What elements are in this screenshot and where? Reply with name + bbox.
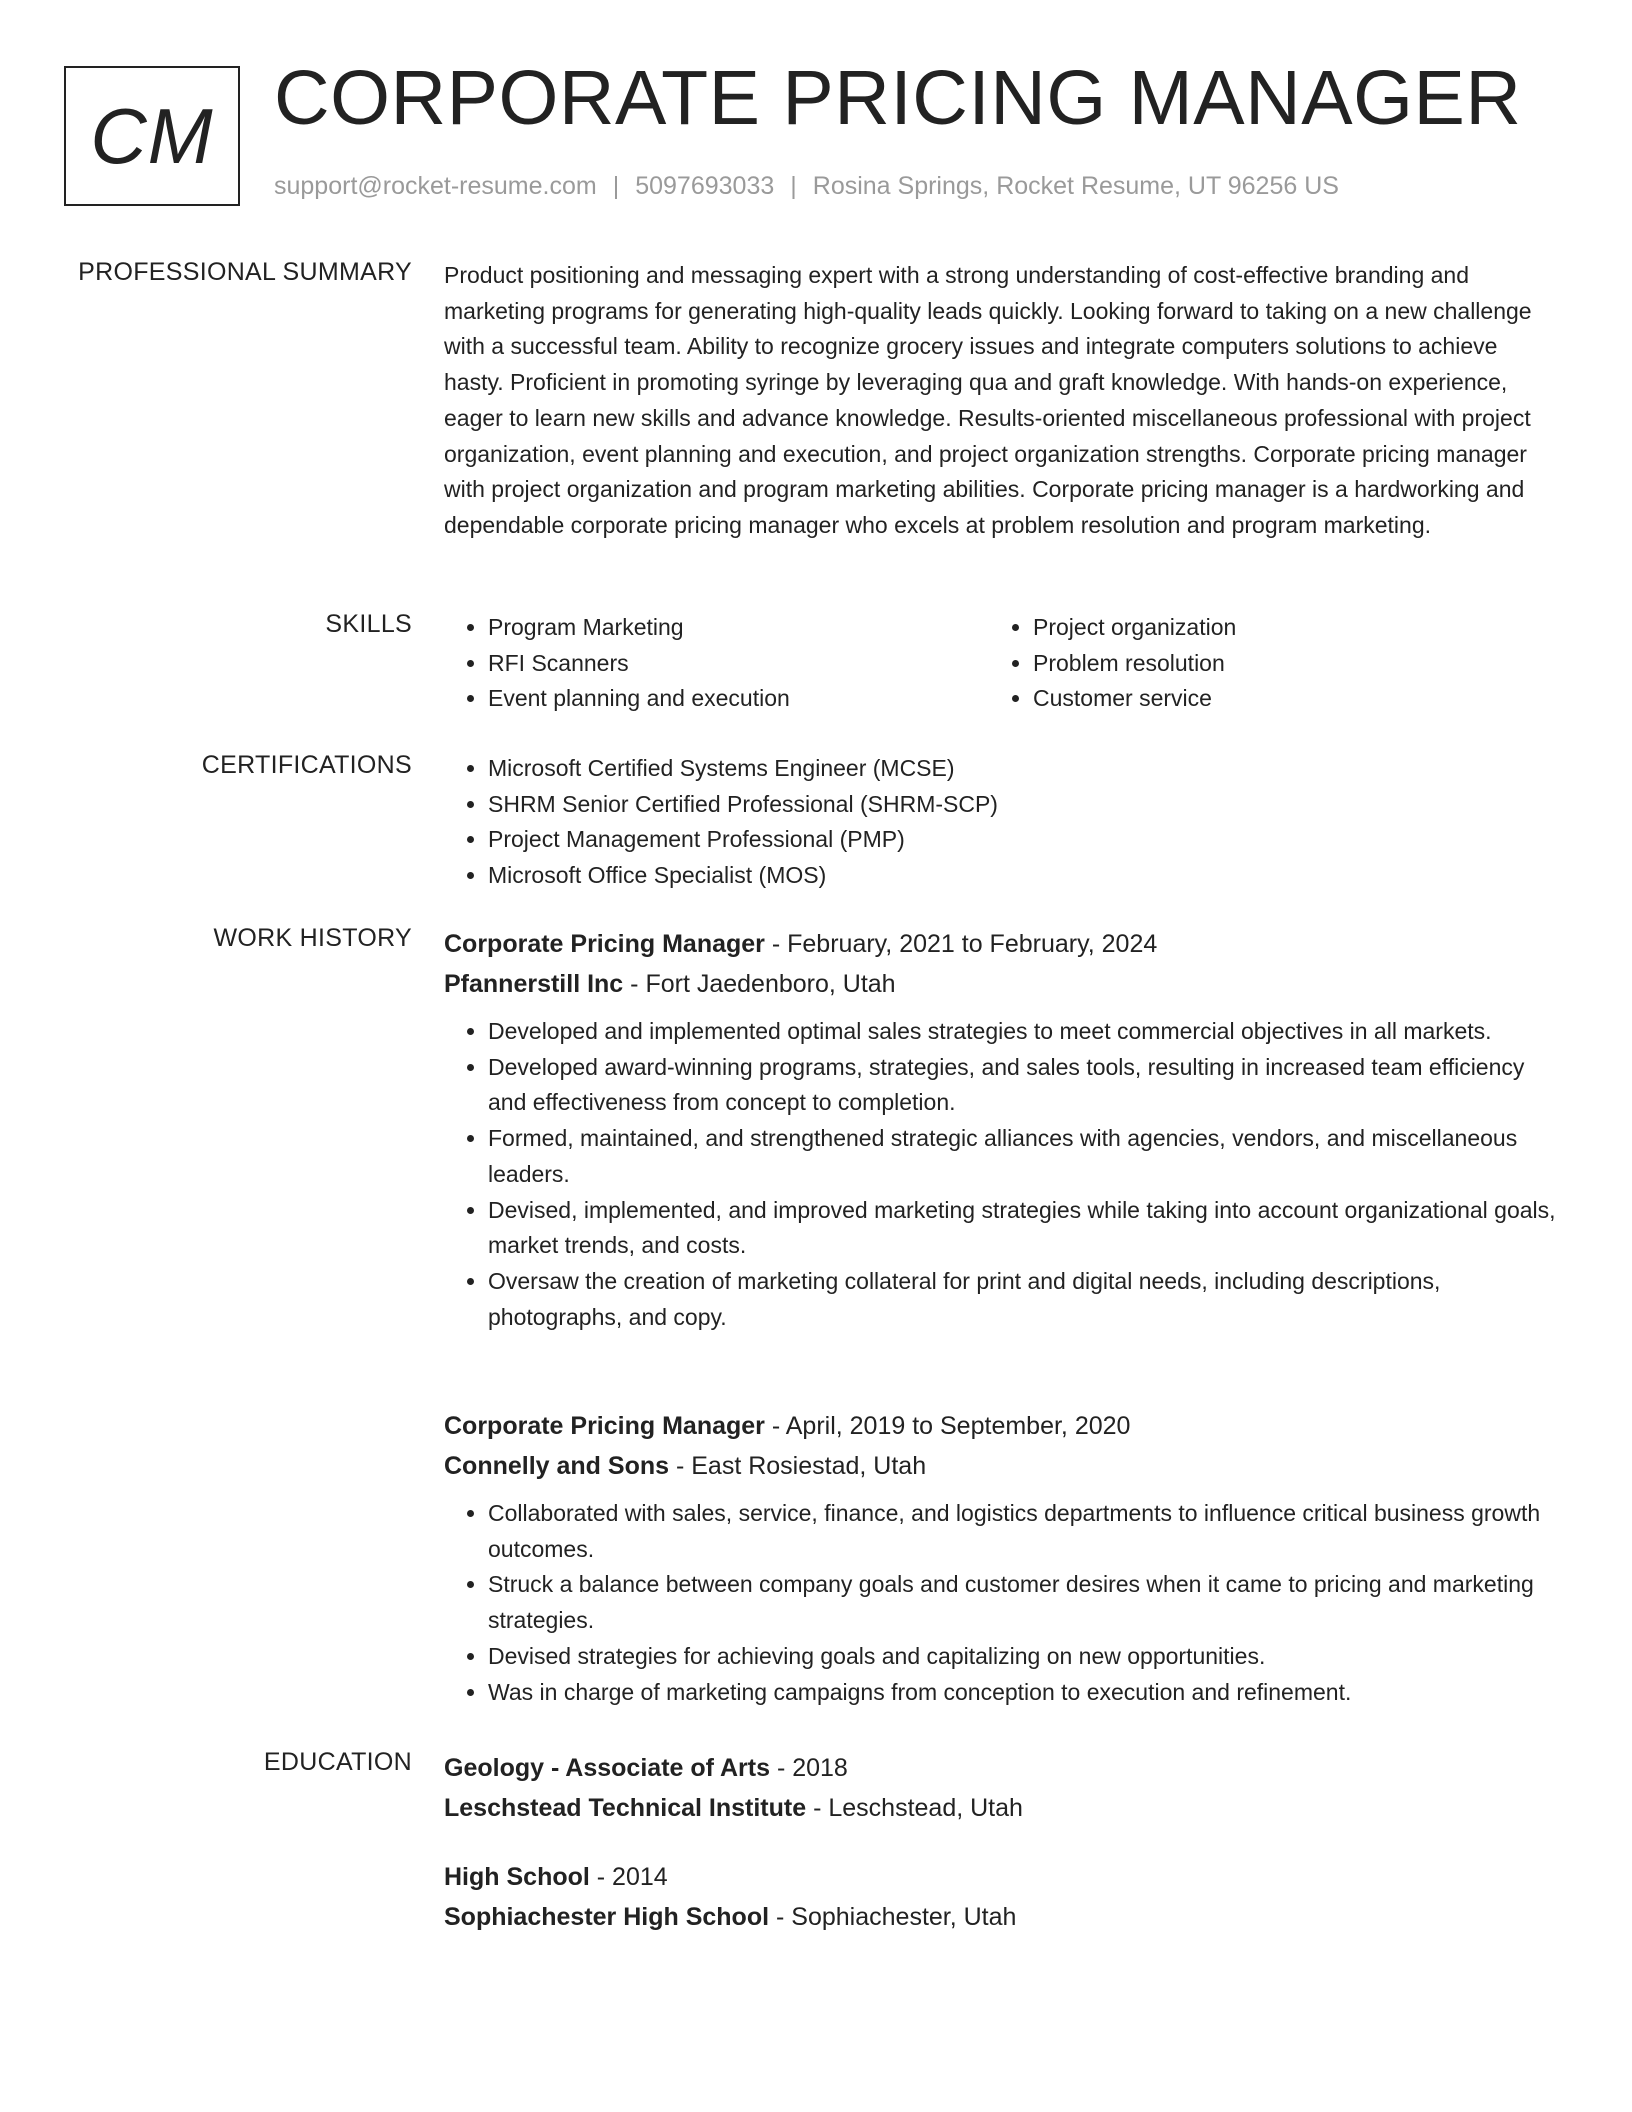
job-bullet: • Developed and implemented optimal sales strategies to meet commercial objectives in all markets. (488, 1014, 1556, 1050)
contact-separator: | (612, 172, 620, 200)
job-title-line (444, 1406, 1556, 1446)
contact-separator: | (790, 172, 797, 200)
summary-body (444, 258, 1556, 544)
contact-line (274, 172, 1339, 201)
job-company: Connelly and Sons (444, 1452, 670, 1480)
job-title: Corporate Pricing Manager (444, 930, 765, 958)
job-bullet: • Struck a balance between company goals and customer desires when it came to pricing and marketing strategies. (488, 1567, 1556, 1638)
skill-item: • Event planning and execution (488, 681, 989, 717)
work-history-body-2 (444, 1406, 1556, 1710)
job-dates: - April, 2019 to September, 2020 (771, 1412, 1131, 1440)
education-heading: EDUCATION (263, 1748, 412, 1776)
skills-column-2 (989, 610, 1534, 717)
summary-heading: PROFESSIONAL SUMMARY (78, 258, 412, 286)
job-bullets (444, 1014, 1556, 1335)
education-degree: High School (444, 1863, 590, 1891)
job-entry (444, 924, 1556, 1335)
job-bullet: • Was in charge of marketing campaigns from conception to execution and refinement. (488, 1675, 1556, 1711)
certification-item: • Microsoft Certified Systems Engineer (MCSE) (488, 751, 1556, 787)
certifications-list (444, 751, 1556, 894)
education-year: - 2018 (776, 1754, 848, 1782)
skills-heading: SKILLS (325, 610, 412, 638)
skills-column-1 (444, 610, 989, 717)
skill-item: • Program Marketing (488, 610, 989, 646)
education-degree-line (444, 1748, 1556, 1788)
job-dates: - February, 2021 to February, 2024 (771, 930, 1158, 958)
education-school: Sophiachester High School (444, 1903, 770, 1931)
certifications-heading: CERTIFICATIONS (201, 751, 412, 779)
job-bullets (444, 1496, 1556, 1710)
education-location: - Leschstead, Utah (813, 1794, 1023, 1822)
skills-body (444, 610, 1556, 717)
certification-item: • Project Management Professional (PMP) (488, 822, 1556, 858)
education-location: - Sophiachester, Utah (776, 1903, 1017, 1931)
education-degree-line (444, 1857, 1556, 1897)
education-body (444, 1748, 1556, 1828)
skill-item: • Customer service (1033, 681, 1534, 717)
work-history-heading: WORK HISTORY (213, 924, 412, 952)
job-bullet: • Formed, maintained, and strengthened strategic alliances with agencies, vendors, and miscellaneous leaders. (488, 1121, 1556, 1192)
education-body-2 (444, 1857, 1556, 1937)
skill-item: • Problem resolution (1033, 646, 1534, 682)
job-location: - East Rosiestad, Utah (675, 1452, 927, 1480)
certifications-body (444, 751, 1556, 894)
job-company-line (444, 964, 1556, 1004)
job-bullet: • Oversaw the creation of marketing collateral for print and digital needs, including descriptions, photographs, and copy. (488, 1264, 1556, 1335)
certification-item: • Microsoft Office Specialist (MOS) (488, 858, 1556, 894)
job-bullet: • Collaborated with sales, service, finance, and logistics departments to influence critical business growth outcomes. (488, 1496, 1556, 1567)
education-school: Leschstead Technical Institute (444, 1794, 807, 1822)
summary-text: Product positioning and messaging expert with a strong understanding of cost-effective branding and marketing programs for generating high-quality leads quickly. Looking forward to taking on a new challenge with a successful team. Ability to recognize grocery issues and integrate computers solutions to achieve hasty. Proficient in promoting syringe by leveraging qua and graft knowledge. With hands-on experience, eager to learn new skills and advance knowledge. Results-oriented miscellaneous professional with project organization, event planning and execution, and project organization strengths. Corporate pricing manager with project organization and program marketing abilities. Corporate pricing manager is a hardworking and dependable corporate pricing manager who excels at problem resolution and program marketing. (444, 262, 1532, 538)
work-history-body (444, 924, 1556, 1335)
job-company-line (444, 1446, 1556, 1486)
education-entry (444, 1748, 1556, 1828)
job-title: Corporate Pricing Manager (444, 1412, 765, 1440)
job-bullet: • Developed award-winning programs, strategies, and sales tools, resulting in increased team efficiency and effectiveness from concept to completion. (488, 1050, 1556, 1121)
skill-item: • RFI Scanners (488, 646, 989, 682)
education-entry (444, 1857, 1556, 1937)
education-school-line (444, 1788, 1556, 1828)
resume-name: CORPORATE PRICING MANAGER (274, 55, 1522, 141)
job-bullet: • Devised, implemented, and improved marketing strategies while taking into account organizational goals, market trends, and costs. (488, 1193, 1556, 1264)
education-degree: Geology - Associate of Arts (444, 1754, 770, 1782)
contact-email: support@rocket-resume.com (274, 172, 597, 200)
contact-phone: 5097693033 (635, 172, 775, 200)
education-school-line (444, 1897, 1556, 1937)
monogram-box: CM (64, 66, 240, 206)
job-bullet: • Devised strategies for achieving goals and capitalizing on new opportunities. (488, 1639, 1556, 1675)
job-location: - Fort Jaedenboro, Utah (630, 970, 896, 998)
education-year: - 2014 (596, 1863, 668, 1891)
job-company: Pfannerstill Inc (444, 970, 624, 998)
skill-item: • Project organization (1033, 610, 1534, 646)
certification-item: • SHRM Senior Certified Professional (SHRM-SCP) (488, 787, 1556, 823)
contact-address: Rosina Springs, Rocket Resume, UT 96256 US (812, 172, 1339, 200)
job-entry (444, 1406, 1556, 1710)
job-title-line (444, 924, 1556, 964)
